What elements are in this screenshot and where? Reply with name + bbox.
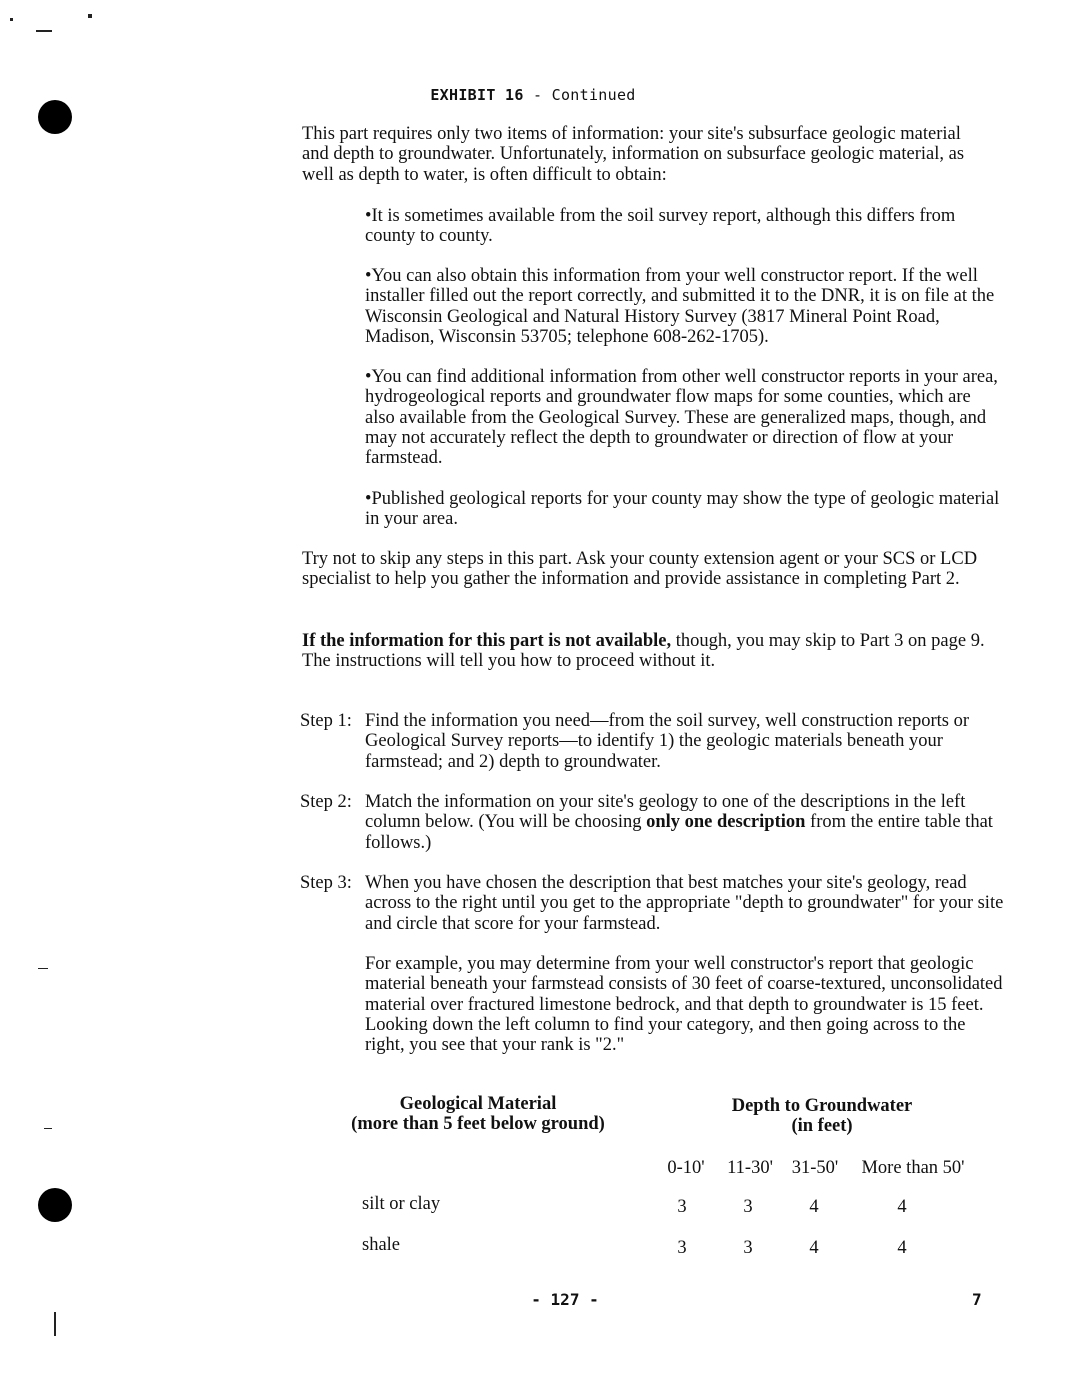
page-number-center: - 127 -: [531, 1290, 599, 1309]
column-header: More than 50': [861, 1158, 965, 1178]
exhibit-label: EXHIBIT 16: [430, 86, 524, 104]
row-material: silt or clay: [362, 1194, 441, 1214]
step-3-text: When you have chosen the description that best matches your site's geology, read across to the right until you get to the appropriate "depth to groundwater" for your site and circle that score for your farmstead.: [365, 873, 1004, 934]
depth-header: [692, 1096, 952, 1137]
step-1-text: Find the information you need—from the soil survey, well construction reports or Geological Survey reports—to identify 1) the geologic materials beneath your farmstead; and 2) depth to groundwater.: [365, 711, 970, 772]
step-2-label: Step 2:: [300, 792, 352, 812]
geo-header-line-1: Geological Material: [399, 1094, 557, 1114]
score-cell: 4: [897, 1197, 907, 1217]
bullet-soil-survey: •It is sometimes available from the soil survey report, although this differs from county to county.: [365, 206, 956, 247]
binder-hole-bottom: [38, 1188, 72, 1222]
bullet-well-constructor: •You can also obtain this information from your well constructor report. If the well installer filled out the report correctly, and submitted it to the DNR, it is on file at the Wisconsin Geological and Natural History Survey (3817 Mineral Point Road, Madison, Wisconsin 53705; telephone 608-262-1705).: [365, 266, 995, 347]
score-cell: 4: [897, 1238, 907, 1258]
score-cell: 3: [677, 1238, 687, 1258]
score-cell: 3: [743, 1238, 753, 1258]
scan-mark: [10, 18, 13, 21]
step-2-text-bold: only one description: [646, 812, 806, 833]
scan-mark: [38, 968, 48, 969]
step-2-text-after: from the entire table that follows.): [365, 812, 993, 853]
row-material: shale: [362, 1235, 401, 1255]
column-header: 0-10': [667, 1158, 705, 1178]
column-header: 31-50': [791, 1158, 839, 1178]
scan-mark: [36, 30, 52, 32]
skip-bold-lead: If the information for this part is not available,: [302, 631, 672, 651]
skip-paragraph: [302, 631, 992, 672]
score-cell: 4: [809, 1238, 819, 1258]
exhibit-continued: - Continued: [523, 86, 636, 104]
scan-mark: [44, 1128, 52, 1129]
intro-paragraph: This part requires only two items of information: your site's subsurface geologic material and depth to groundwater. Unfortunately, information on subsurface geologic material, as well as depth to water, is often difficult to obtain:: [302, 124, 965, 185]
score-cell: 3: [677, 1197, 687, 1217]
example-paragraph: For example, you may determine from your well constructor's report that geologic material beneath your farmstead consists of 30 feet of coarse-textured, unconsolidated material over fractured limestone bedrock, and that depth to groundwater is 15 feet. Looking down the left column to find your category, and then going across to the right, you see that your rank is "2.": [365, 954, 1003, 1056]
step-1-label: Step 1:: [300, 711, 352, 731]
column-header: 11-30': [727, 1158, 773, 1178]
geo-header-line-2: (more than 5 feet below ground): [351, 1114, 605, 1135]
try-paragraph: Try not to skip any steps in this part. Ask your county extension agent or your SCS or LCD specialist to help you gather the information and provide assistance in completing Part 2.: [302, 549, 978, 590]
skip-rest: though, you may skip to Part 3 on page 9. The instructions will tell you how to proceed without it.: [302, 631, 985, 672]
step-3-label: Step 3:: [300, 873, 352, 893]
step-2-text-before: Match the information on your site's geology to one of the descriptions in the left column below. (You will be choosing: [365, 792, 966, 833]
scan-mark: [54, 1312, 56, 1336]
depth-header-line-1: Depth to Groundwater: [731, 1096, 913, 1116]
score-cell: 3: [743, 1197, 753, 1217]
scan-mark: [88, 14, 92, 18]
geo-material-header: [318, 1094, 638, 1135]
score-cell: 4: [809, 1197, 819, 1217]
depth-header-line-2: (in feet): [791, 1116, 853, 1137]
exhibit-header: [0, 86, 1066, 104]
bullet-geological-reports: •Published geological reports for your county may show the type of geologic material in your area.: [365, 489, 1000, 530]
binder-hole-top: [38, 100, 72, 134]
page-number-right: 7: [972, 1290, 982, 1309]
bullet-additional-info: •You can find additional information from other well constructor reports in your area, hydrogeological reports and groundwater flow maps for some counties, which are also available from the Geological Survey. These are generalized maps, though, and may not accurately reflect the depth to groundwater or direction of flow at your farmstead.: [365, 367, 998, 469]
step-2-text: [365, 792, 1005, 853]
